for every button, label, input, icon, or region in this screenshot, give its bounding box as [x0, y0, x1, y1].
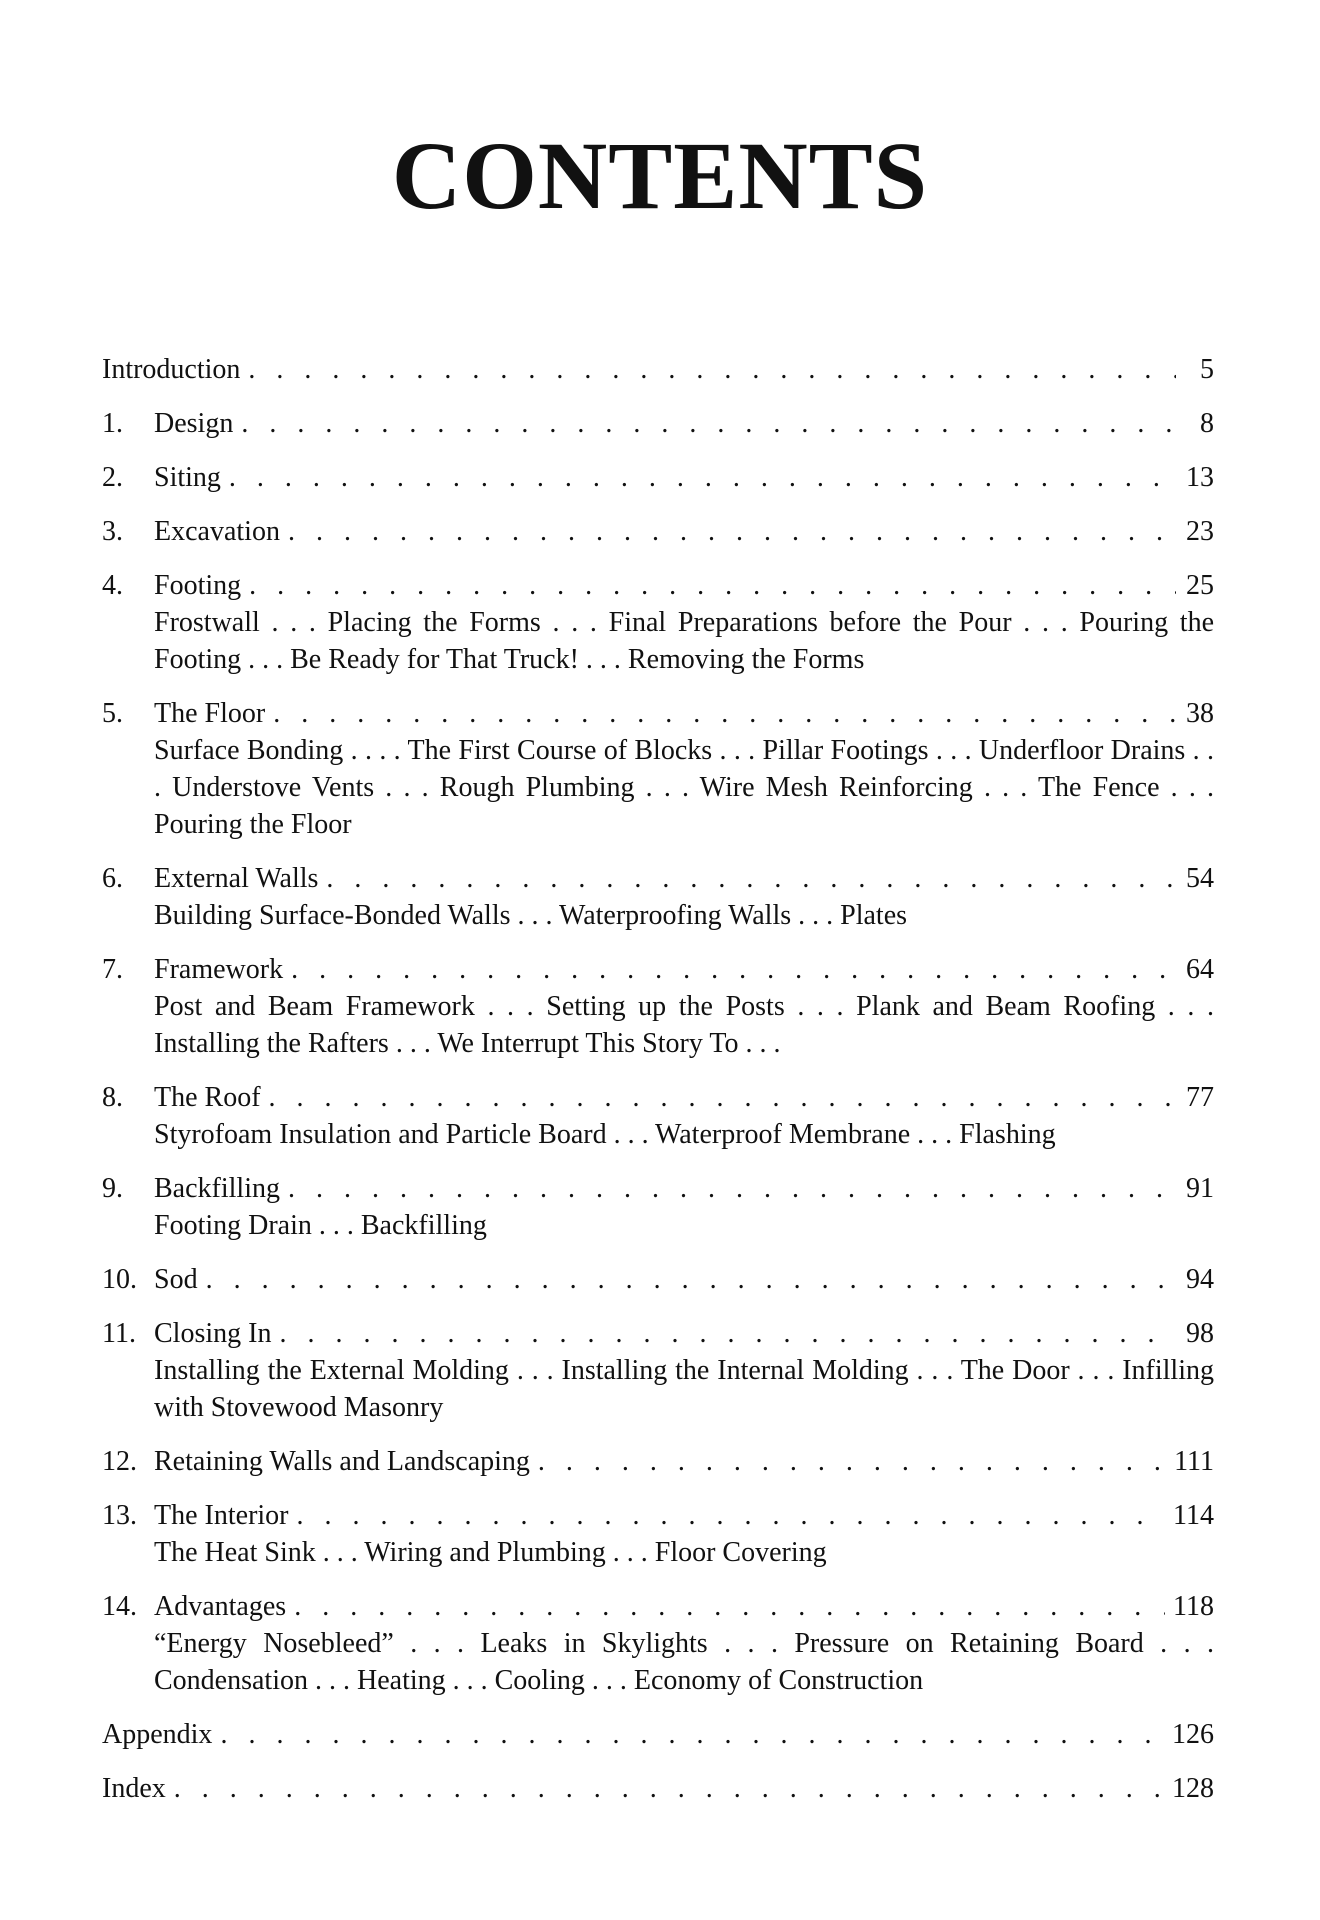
toc-entry-line [102, 1316, 1214, 1352]
toc-entry-line [102, 1717, 1214, 1753]
toc-entry [102, 1080, 1214, 1153]
page-number: 98 [1186, 1318, 1214, 1349]
page-number: 64 [1186, 954, 1214, 985]
toc-entry-line [102, 1589, 1214, 1625]
dot-leader [248, 352, 1176, 388]
toc-entry-line [102, 1498, 1214, 1534]
toc-entry-line [102, 406, 1214, 442]
page-number: 94 [1186, 1264, 1214, 1295]
page-number: 111 [1174, 1446, 1214, 1477]
toc-entry [102, 1171, 1214, 1244]
chapter-number: 7. [102, 954, 123, 985]
dot-leader [294, 1589, 1165, 1625]
dot-leader [288, 514, 1176, 550]
toc-entry-line [102, 861, 1214, 897]
dot-leader [220, 1717, 1164, 1753]
dot-leader [249, 568, 1176, 604]
toc-entry [102, 514, 1214, 550]
chapter-number: 10. [102, 1264, 137, 1295]
toc-entry [102, 1444, 1214, 1480]
page-number: 54 [1186, 863, 1214, 894]
chapter-subtopics: Styrofoam Insulation and Particle Board . . . Waterproof Membrane . . . Flashing [154, 1119, 1056, 1150]
chapter-number: 9. [102, 1173, 123, 1204]
dot-leader [297, 1498, 1166, 1534]
page-number: 23 [1186, 516, 1214, 547]
chapter-title: The Roof [154, 1082, 261, 1113]
dot-leader [241, 406, 1176, 442]
dot-leader [288, 1171, 1176, 1207]
chapter-number: 4. [102, 570, 123, 601]
page-number: 13 [1186, 462, 1214, 493]
page-number: 91 [1186, 1173, 1214, 1204]
chapter-number: 13. [102, 1500, 137, 1531]
toc-entry [102, 1771, 1214, 1807]
toc-entry-line [102, 1771, 1214, 1807]
toc-entry-line [102, 1080, 1214, 1116]
toc-entry-line [102, 514, 1214, 550]
chapter-title: The Floor [154, 698, 266, 729]
chapter-title: Closing In [154, 1318, 272, 1349]
chapter-title: Appendix [102, 1719, 213, 1750]
chapter-subtopics: “Energy Nosebleed” . . . Leaks in Skylights . . . Pressure on Retaining Board . . . Condensation . . . Heating . . . Cooling . . . Economy of Construction [154, 1628, 1214, 1696]
chapter-title: Footing [154, 570, 242, 601]
toc-entry-line [102, 460, 1214, 496]
dot-leader [206, 1262, 1176, 1298]
chapter-number: 8. [102, 1082, 123, 1113]
dot-leader [279, 1316, 1176, 1352]
dot-leader [538, 1444, 1166, 1480]
toc-entry [102, 952, 1214, 1062]
dot-leader [229, 460, 1176, 496]
toc-entry-line [102, 952, 1214, 988]
toc-entry-line [102, 568, 1214, 604]
dot-leader [174, 1771, 1164, 1807]
chapter-title: Advantages [154, 1591, 287, 1622]
chapter-number: 3. [102, 516, 123, 547]
toc-entry [102, 1498, 1214, 1571]
toc-entry [102, 861, 1214, 934]
page-number: 8 [1200, 408, 1214, 439]
page-title: CONTENTS [391, 122, 929, 229]
chapter-subtopics: Installing the External Molding . . . Installing the Internal Molding . . . The Door . . . Infilling with Stovewood Masonry [154, 1355, 1214, 1423]
toc-entry [102, 696, 1214, 843]
chapter-subtopics: Surface Bonding . . . . The First Course of Blocks . . . Pillar Footings . . . Underfloor Drains . . . Understove Vents . . . Rough Plumbing . . . Wire Mesh Reinforcing . . . The Fence . . . Pouring the Floor [154, 735, 1214, 840]
toc-entry [102, 1589, 1214, 1699]
chapter-title: Retaining Walls and Landscaping [154, 1446, 530, 1477]
toc-entry [102, 352, 1214, 388]
chapter-title: Sod [154, 1264, 198, 1295]
chapter-subtopics: Footing Drain . . . Backfilling [154, 1210, 487, 1241]
chapter-title: Siting [154, 462, 221, 493]
table-of-contents [102, 352, 1214, 1825]
chapter-title: Introduction [102, 354, 241, 385]
chapter-subtopics: The Heat Sink . . . Wiring and Plumbing . . . Floor Covering [154, 1537, 827, 1568]
dot-leader [326, 861, 1176, 897]
chapter-number: 11. [102, 1318, 136, 1349]
toc-entry-line [102, 1171, 1214, 1207]
toc-entry [102, 406, 1214, 442]
chapter-number: 2. [102, 462, 123, 493]
chapter-number: 6. [102, 863, 123, 894]
toc-entry [102, 1262, 1214, 1298]
page-number: 25 [1186, 570, 1214, 601]
dot-leader [291, 952, 1176, 988]
toc-entry [102, 1717, 1214, 1753]
chapter-subtopics: Frostwall . . . Placing the Forms . . . Final Preparations before the Pour . . . Pouring the Footing . . . Be Ready for That Truck! . . . Removing the Forms [154, 607, 1214, 675]
dot-leader [273, 696, 1176, 732]
toc-entry-line [102, 1444, 1214, 1480]
page-number: 114 [1173, 1500, 1214, 1531]
chapter-subtopics: Post and Beam Framework . . . Setting up the Posts . . . Plank and Beam Roofing . . . Installing the Rafters . . . We Interrupt This Story To . . . [154, 991, 1214, 1059]
chapter-title: Design [154, 408, 234, 439]
chapter-number: 5. [102, 698, 123, 729]
page-number: 128 [1172, 1773, 1214, 1804]
page-number: 126 [1172, 1719, 1214, 1750]
toc-entry [102, 460, 1214, 496]
page-number: 118 [1173, 1591, 1214, 1622]
chapter-subtopics: Building Surface-Bonded Walls . . . Waterproofing Walls . . . Plates [154, 900, 908, 931]
dot-leader [269, 1080, 1176, 1116]
chapter-title: External Walls [154, 863, 319, 894]
chapter-number: 12. [102, 1446, 137, 1477]
chapter-title: Backfilling [154, 1173, 280, 1204]
toc-entry-line [102, 1262, 1214, 1298]
toc-entry-line [102, 696, 1214, 732]
page-number: 5 [1200, 354, 1214, 385]
chapter-number: 1. [102, 408, 123, 439]
chapter-title: Framework [154, 954, 284, 985]
toc-entry-line [102, 352, 1214, 388]
page-number: 38 [1186, 698, 1214, 729]
toc-entry [102, 1316, 1214, 1426]
chapter-title: The Interior [154, 1500, 289, 1531]
chapter-title: Index [102, 1773, 166, 1804]
chapter-number: 14. [102, 1591, 137, 1622]
page-number: 77 [1186, 1082, 1214, 1113]
chapter-title: Excavation [154, 516, 280, 547]
toc-entry [102, 568, 1214, 678]
